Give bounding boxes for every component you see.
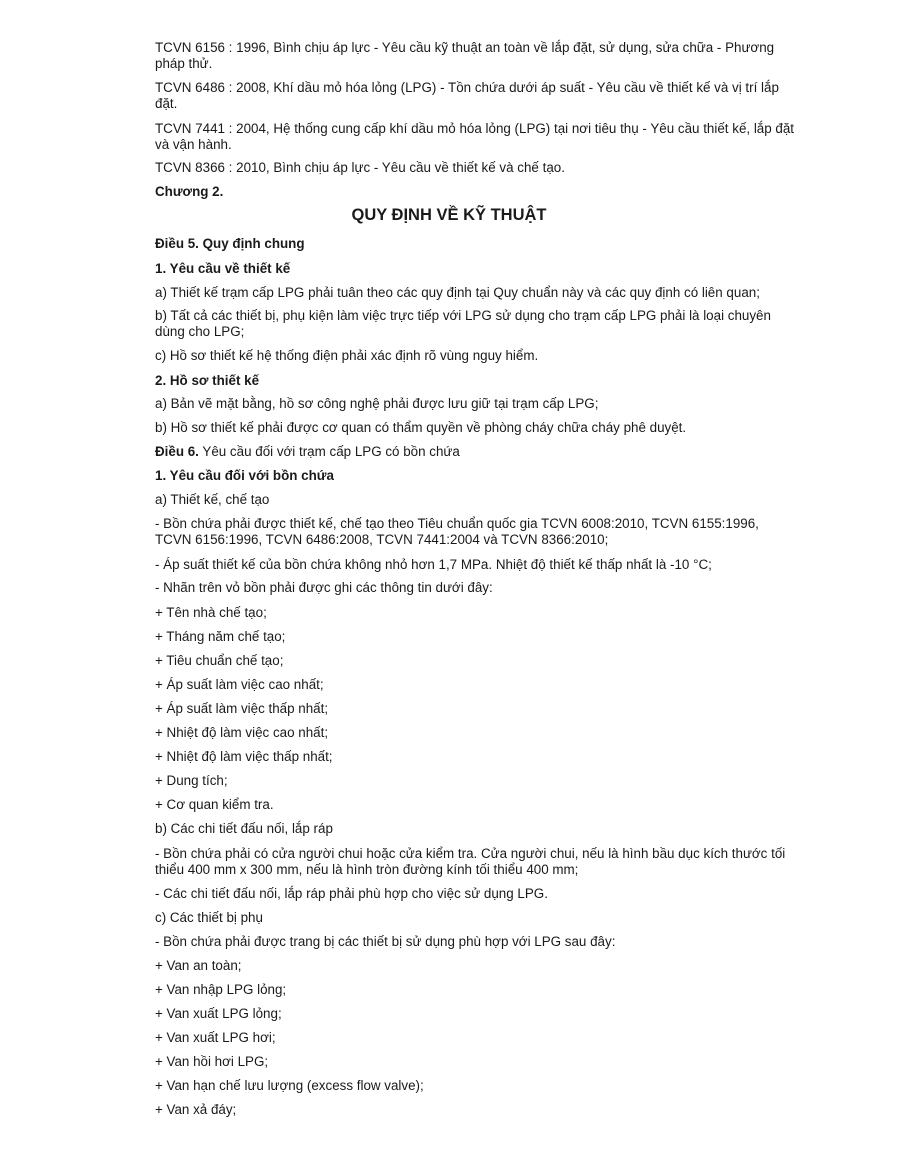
chapter-title: QUY ĐỊNH VỀ KỸ THUẬT	[351, 206, 547, 224]
art6-a-para-3: - Nhãn trên vỏ bồn phải được ghi các thông tin dưới đây:	[155, 580, 493, 595]
art5-s2-item-a: a) Bản vẽ mặt bằng, hồ sơ công nghệ phải được lưu giữ tại trạm cấp LPG;	[155, 396, 599, 411]
label-item: + Tên nhà chế tạo;	[155, 605, 267, 620]
article-5-heading: Điều 5. Quy định chung	[155, 236, 305, 251]
art6-sub-c-heading: c) Các thiết bị phụ	[155, 910, 263, 925]
label-item: + Nhiệt độ làm việc thấp nhất;	[155, 749, 333, 764]
art6-section-1-heading: 1. Yêu cầu đối với bồn chứa	[155, 468, 334, 483]
label-item: + Nhiệt độ làm việc cao nhất;	[155, 725, 329, 740]
article-6-number: Điều 6.	[155, 444, 199, 459]
art5-section-2-heading: 2. Hồ sơ thiết kế	[155, 373, 260, 388]
art6-b-para-2: - Các chi tiết đấu nối, lắp ráp phải phù hợp cho việc sử dụng LPG.	[155, 886, 548, 901]
art6-b-para-1: - Bồn chứa phải có cửa người chui hoặc cửa kiểm tra. Cửa người chui, nếu là hình bầu dục kích thước tối thiểu 400 mm x 300 mm, nếu là hình tròn đường kính tối thiểu 400 mm;	[155, 846, 786, 877]
valve-item: + Van an toàn;	[155, 958, 242, 973]
standard-tcvn-7441: TCVN 7441 : 2004, Hệ thống cung cấp khí dầu mỏ hóa lỏng (LPG) tại nơi tiêu thụ - Yêu cầu thiết kế, lắp đặt và vận hành.	[155, 121, 795, 152]
valve-item: + Van hạn chế lưu lượng (excess flow valve);	[155, 1078, 424, 1093]
article-6-heading	[155, 444, 795, 460]
label-item: + Áp suất làm việc thấp nhất;	[155, 701, 329, 716]
art5-s2-item-b: b) Hồ sơ thiết kế phải được cơ quan có thẩm quyền về phòng cháy chữa cháy phê duyệt.	[155, 420, 687, 435]
article-6-title: Yêu cầu đối với trạm cấp LPG có bồn chứa	[198, 444, 460, 459]
art6-c-para-1: - Bồn chứa phải được trang bị các thiết bị sử dụng phù hợp với LPG sau đây:	[155, 934, 616, 949]
valve-item: + Van xuất LPG hơi;	[155, 1030, 276, 1045]
art5-s1-item-c: c) Hồ sơ thiết kế hệ thống điện phải xác định rõ vùng nguy hiểm.	[155, 348, 539, 363]
label-item: + Áp suất làm việc cao nhất;	[155, 677, 324, 692]
art6-a-para-1: - Bồn chứa phải được thiết kế, chế tạo theo Tiêu chuẩn quốc gia TCVN 6008:2010, TCVN 6155:1996, TCVN 6156:1996, TCVN 6486:2008, TCVN 7441:2004 và TCVN 8366:2010;	[155, 516, 759, 547]
art5-s1-item-b: b) Tất cả các thiết bị, phụ kiện làm việc trực tiếp với LPG sử dụng cho trạm cấp LPG phải là loại chuyên dùng cho LPG;	[155, 308, 771, 339]
chapter-number: Chương 2.	[155, 184, 224, 199]
valve-item: + Van xả đáy;	[155, 1102, 237, 1117]
art6-sub-b-heading: b) Các chi tiết đấu nối, lắp ráp	[155, 821, 333, 836]
standard-tcvn-6486: TCVN 6486 : 2008, Khí dầu mỏ hóa lỏng (LPG) - Tồn chứa dưới áp suất - Yêu cầu về thiết kế và vị trí lắp đặt.	[155, 80, 779, 111]
valve-item: + Van xuất LPG lỏng;	[155, 1006, 282, 1021]
label-item: + Tháng năm chế tạo;	[155, 629, 286, 644]
label-item: + Tiêu chuẩn chế tạo;	[155, 653, 284, 668]
standard-tcvn-6156: TCVN 6156 : 1996, Bình chịu áp lực - Yêu cầu kỹ thuật an toàn về lắp đặt, sử dụng, sửa chữa - Phương pháp thử.	[155, 40, 775, 71]
art6-a-para-2: - Áp suất thiết kế của bồn chứa không nhỏ hơn 1,7 MPa. Nhiệt độ thiết kế thấp nhất là -10 °C;	[155, 557, 712, 572]
valve-item: + Van nhập LPG lỏng;	[155, 982, 287, 997]
label-item: + Dung tích;	[155, 773, 228, 788]
art5-s1-item-a: a) Thiết kế trạm cấp LPG phải tuân theo các quy định tại Quy chuẩn này và các quy định có liên quan;	[155, 285, 760, 300]
valve-item: + Van hồi hơi LPG;	[155, 1054, 269, 1069]
standard-tcvn-8366: TCVN 8366 : 2010, Bình chịu áp lực - Yêu cầu về thiết kế và chế tạo.	[155, 160, 565, 175]
label-item: + Cơ quan kiểm tra.	[155, 797, 274, 812]
art5-section-1-heading: 1. Yêu cầu về thiết kế	[155, 261, 291, 276]
art6-sub-a-heading: a) Thiết kế, chế tạo	[155, 492, 270, 507]
